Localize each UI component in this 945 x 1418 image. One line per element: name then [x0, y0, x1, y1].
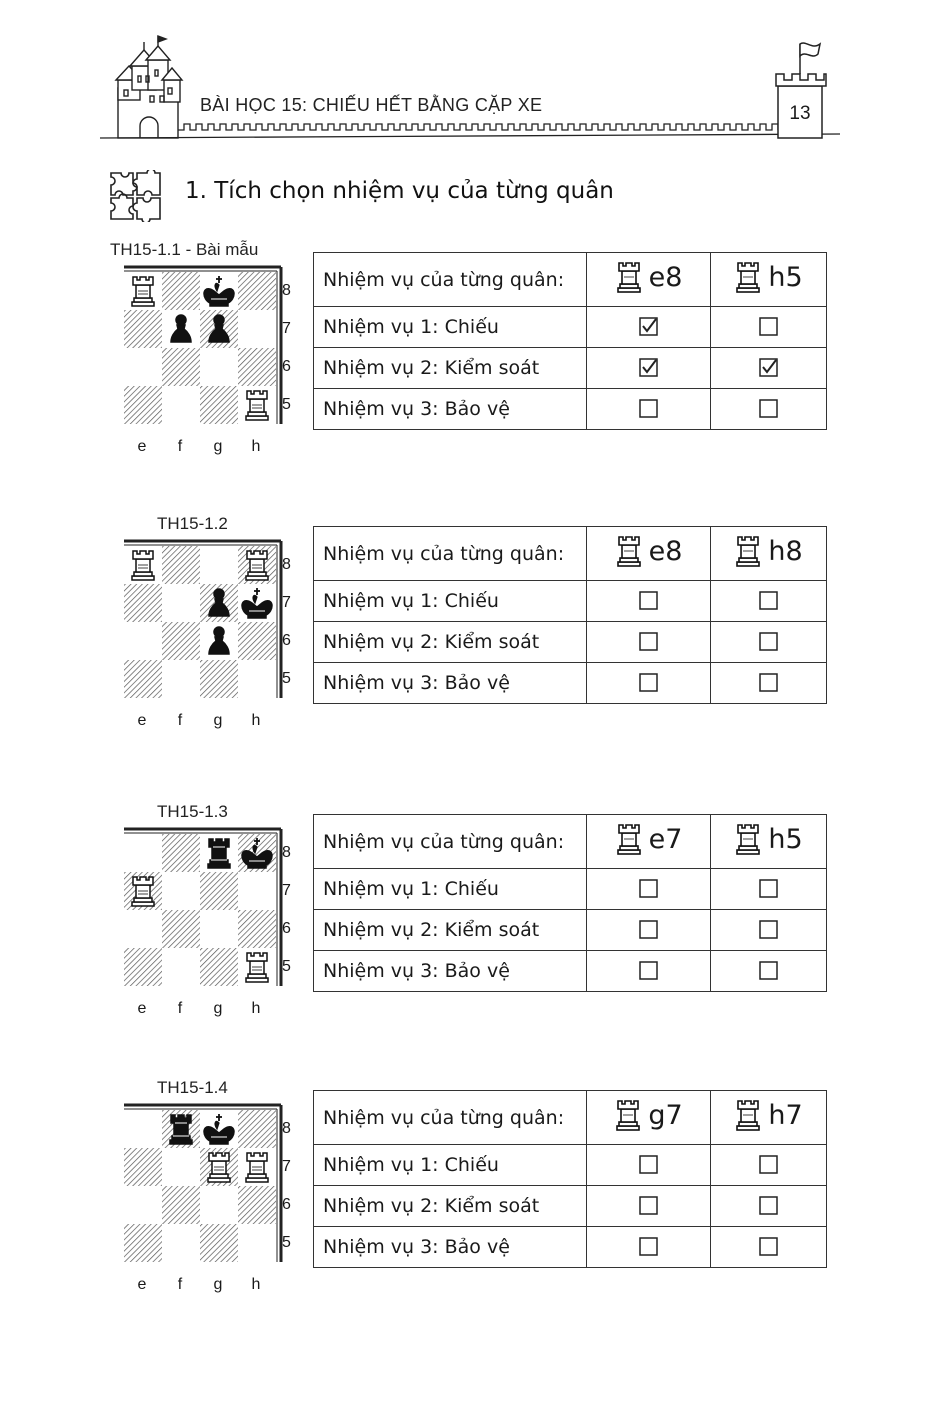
dark-square	[200, 872, 238, 910]
table-row	[314, 622, 827, 663]
exercise-label: TH15-1.1 - Bài mẫu	[110, 240, 259, 259]
file-label: g	[213, 712, 223, 729]
task-table	[313, 1090, 827, 1268]
white-rook-icon	[734, 1098, 762, 1132]
board-wrap	[120, 1102, 290, 1272]
dark-square	[124, 1224, 162, 1262]
chess-board	[120, 538, 290, 704]
dark-square	[200, 386, 238, 424]
table-header-row	[314, 527, 827, 581]
table-row	[314, 1145, 827, 1186]
dark-square	[162, 546, 200, 584]
piece-square: h5	[768, 261, 803, 293]
board-wrap	[120, 538, 290, 708]
white-rook-icon	[734, 534, 762, 568]
checkbox[interactable]	[711, 663, 827, 704]
dark-square	[238, 1110, 276, 1148]
file-label: e	[137, 1276, 147, 1293]
task-name: Nhiệm vụ 1: Chiếu	[314, 869, 587, 910]
black-king-icon	[204, 1114, 234, 1144]
piece-column-header	[587, 1091, 711, 1145]
file-label: e	[137, 712, 147, 729]
task-table	[313, 814, 827, 992]
section-title: 1. Tích chọn nhiệm vụ của từng quân	[185, 178, 614, 204]
rank-label: 5	[282, 1234, 291, 1251]
dark-square	[162, 348, 200, 386]
checkbox[interactable]	[587, 1227, 711, 1268]
task-table	[313, 252, 827, 430]
checkbox[interactable]	[711, 1186, 827, 1227]
dark-square	[162, 622, 200, 660]
exercise-2	[0, 514, 945, 744]
checkbox[interactable]	[587, 1145, 711, 1186]
white-rook-icon	[615, 822, 643, 856]
task-name: Nhiệm vụ 3: Bảo vệ	[314, 389, 587, 430]
rank-label: 5	[282, 396, 291, 413]
white-rook-icon	[615, 534, 643, 568]
dark-square	[238, 622, 276, 660]
table-row	[314, 348, 827, 389]
checkbox[interactable]	[587, 951, 711, 992]
piece-column-header	[587, 815, 711, 869]
wall-decoration	[100, 124, 840, 138]
exercise-1	[0, 240, 945, 470]
task-name: Nhiệm vụ 2: Kiểm soát	[314, 622, 587, 663]
piece-square: e8	[648, 261, 683, 293]
piece-square: h8	[768, 535, 803, 567]
table-row	[314, 581, 827, 622]
white-rook-icon	[246, 953, 268, 982]
checkbox[interactable]	[587, 581, 711, 622]
task-name: Nhiệm vụ 1: Chiếu	[314, 581, 587, 622]
checked-checkbox[interactable]	[587, 348, 711, 389]
dark-square	[162, 834, 200, 872]
checkbox[interactable]	[587, 663, 711, 704]
castle-icon	[116, 36, 182, 138]
file-label: f	[177, 712, 183, 729]
black-rook-icon	[170, 1115, 192, 1144]
board-wrap	[120, 826, 290, 996]
white-rook-icon	[615, 260, 643, 294]
dark-square	[162, 272, 200, 310]
task-name: Nhiệm vụ 3: Bảo vệ	[314, 951, 587, 992]
file-label: h	[251, 438, 261, 455]
white-rook-icon	[132, 877, 154, 906]
exercise-3	[0, 802, 945, 1032]
checkbox[interactable]	[587, 910, 711, 951]
task-name: Nhiệm vụ 2: Kiểm soát	[314, 910, 587, 951]
table-header-label: Nhiệm vụ của từng quân:	[314, 815, 587, 869]
checkbox[interactable]	[587, 1186, 711, 1227]
dark-square	[200, 660, 238, 698]
rank-label: 7	[282, 320, 291, 337]
rank-label: 7	[282, 882, 291, 899]
table-row	[314, 910, 827, 951]
rank-label: 5	[282, 670, 291, 687]
piece-column-header	[587, 527, 711, 581]
rank-label: 7	[282, 1158, 291, 1175]
table-row	[314, 663, 827, 704]
rank-label: 6	[282, 632, 291, 649]
chess-board	[120, 826, 290, 992]
rank-label: 8	[282, 282, 291, 299]
table-row	[314, 307, 827, 348]
file-label: f	[177, 1000, 183, 1017]
white-rook-icon	[132, 551, 154, 580]
checkbox[interactable]	[587, 622, 711, 663]
header-title: BÀI HỌC 15: CHIẾU HẾT BẰNG CẶP XE	[200, 95, 543, 115]
black-rook-icon	[208, 839, 230, 868]
checkbox[interactable]	[711, 622, 827, 663]
piece-column-header	[587, 253, 711, 307]
black-pawn-icon	[209, 627, 229, 654]
checkbox[interactable]	[711, 1227, 827, 1268]
task-name: Nhiệm vụ 2: Kiểm soát	[314, 1186, 587, 1227]
rank-label: 6	[282, 920, 291, 937]
checkbox[interactable]	[711, 307, 827, 348]
page-number: 13	[789, 103, 811, 124]
checked-checkbox[interactable]	[587, 307, 711, 348]
black-king-icon	[242, 588, 272, 618]
black-king-icon	[204, 276, 234, 306]
file-label: g	[213, 438, 223, 455]
dark-square	[124, 386, 162, 424]
file-label: h	[251, 1000, 261, 1017]
dark-square	[124, 660, 162, 698]
exercise-label: TH15-1.2	[157, 514, 228, 533]
table-row	[314, 1227, 827, 1268]
piece-column-header	[711, 1091, 827, 1145]
exercise-label: TH15-1.4	[157, 1078, 228, 1097]
file-label: h	[251, 712, 261, 729]
dark-square	[162, 1186, 200, 1224]
checked-checkbox[interactable]	[711, 348, 827, 389]
task-name: Nhiệm vụ 3: Bảo vệ	[314, 1227, 587, 1268]
rank-label: 8	[282, 844, 291, 861]
header-decoration	[0, 0, 945, 150]
checkbox[interactable]	[711, 910, 827, 951]
piece-column-header	[711, 527, 827, 581]
white-rook-icon	[208, 1153, 230, 1182]
dark-square	[124, 310, 162, 348]
dark-square	[124, 584, 162, 622]
dark-square	[124, 948, 162, 986]
task-name: Nhiệm vụ 1: Chiếu	[314, 307, 587, 348]
rank-label: 6	[282, 358, 291, 375]
white-rook-icon	[246, 551, 268, 580]
table-row	[314, 869, 827, 910]
puzzle-icon	[108, 170, 164, 222]
table-row	[314, 389, 827, 430]
black-pawn-icon	[171, 315, 191, 342]
piece-square: e7	[648, 823, 683, 855]
white-rook-icon	[734, 260, 762, 294]
checkbox[interactable]	[711, 581, 827, 622]
dark-square	[124, 1148, 162, 1186]
rank-label: 6	[282, 1196, 291, 1213]
piece-column-header	[711, 815, 827, 869]
page-header	[0, 0, 945, 150]
exercise-label: TH15-1.3	[157, 802, 228, 821]
white-rook-icon	[246, 1153, 268, 1182]
table-header-row	[314, 1091, 827, 1145]
white-rook-icon	[614, 1098, 642, 1132]
rank-label: 8	[282, 556, 291, 573]
dark-square	[200, 1224, 238, 1262]
dark-square	[162, 910, 200, 948]
table-row	[314, 1186, 827, 1227]
table-header-label: Nhiệm vụ của từng quân:	[314, 527, 587, 581]
piece-square: e8	[648, 535, 683, 567]
rank-label: 8	[282, 1120, 291, 1137]
file-label: f	[177, 1276, 183, 1293]
checkbox[interactable]	[711, 1145, 827, 1186]
task-table	[313, 526, 827, 704]
chess-board	[120, 264, 290, 430]
task-name: Nhiệm vụ 3: Bảo vệ	[314, 663, 587, 704]
task-name: Nhiệm vụ 1: Chiếu	[314, 1145, 587, 1186]
piece-square: h7	[768, 1099, 803, 1131]
checkbox[interactable]	[711, 951, 827, 992]
table-header-label: Nhiệm vụ của từng quân:	[314, 253, 587, 307]
exercise-4	[0, 1078, 945, 1308]
checkbox[interactable]	[587, 869, 711, 910]
rank-label: 5	[282, 958, 291, 975]
file-label: g	[213, 1000, 223, 1017]
board-wrap	[120, 264, 290, 434]
checkbox[interactable]	[587, 389, 711, 430]
file-label: e	[137, 438, 147, 455]
checkbox[interactable]	[711, 389, 827, 430]
white-rook-icon	[734, 822, 762, 856]
dark-square	[238, 910, 276, 948]
dark-square	[238, 1186, 276, 1224]
white-rook-icon	[132, 277, 154, 306]
file-label: g	[213, 1276, 223, 1293]
table-header-row	[314, 253, 827, 307]
piece-square: h5	[768, 823, 803, 855]
file-label: h	[251, 1276, 261, 1293]
dark-square	[200, 948, 238, 986]
checkbox[interactable]	[711, 869, 827, 910]
piece-square: g7	[648, 1099, 683, 1131]
table-header-label: Nhiệm vụ của từng quân:	[314, 1091, 587, 1145]
file-label: f	[177, 438, 183, 455]
table-row	[314, 951, 827, 992]
dark-square	[238, 272, 276, 310]
task-name: Nhiệm vụ 2: Kiểm soát	[314, 348, 587, 389]
file-label: e	[137, 1000, 147, 1017]
chess-board	[120, 1102, 290, 1268]
table-header-row	[314, 815, 827, 869]
white-rook-icon	[246, 391, 268, 420]
rank-label: 7	[282, 594, 291, 611]
piece-column-header	[711, 253, 827, 307]
dark-square	[238, 348, 276, 386]
